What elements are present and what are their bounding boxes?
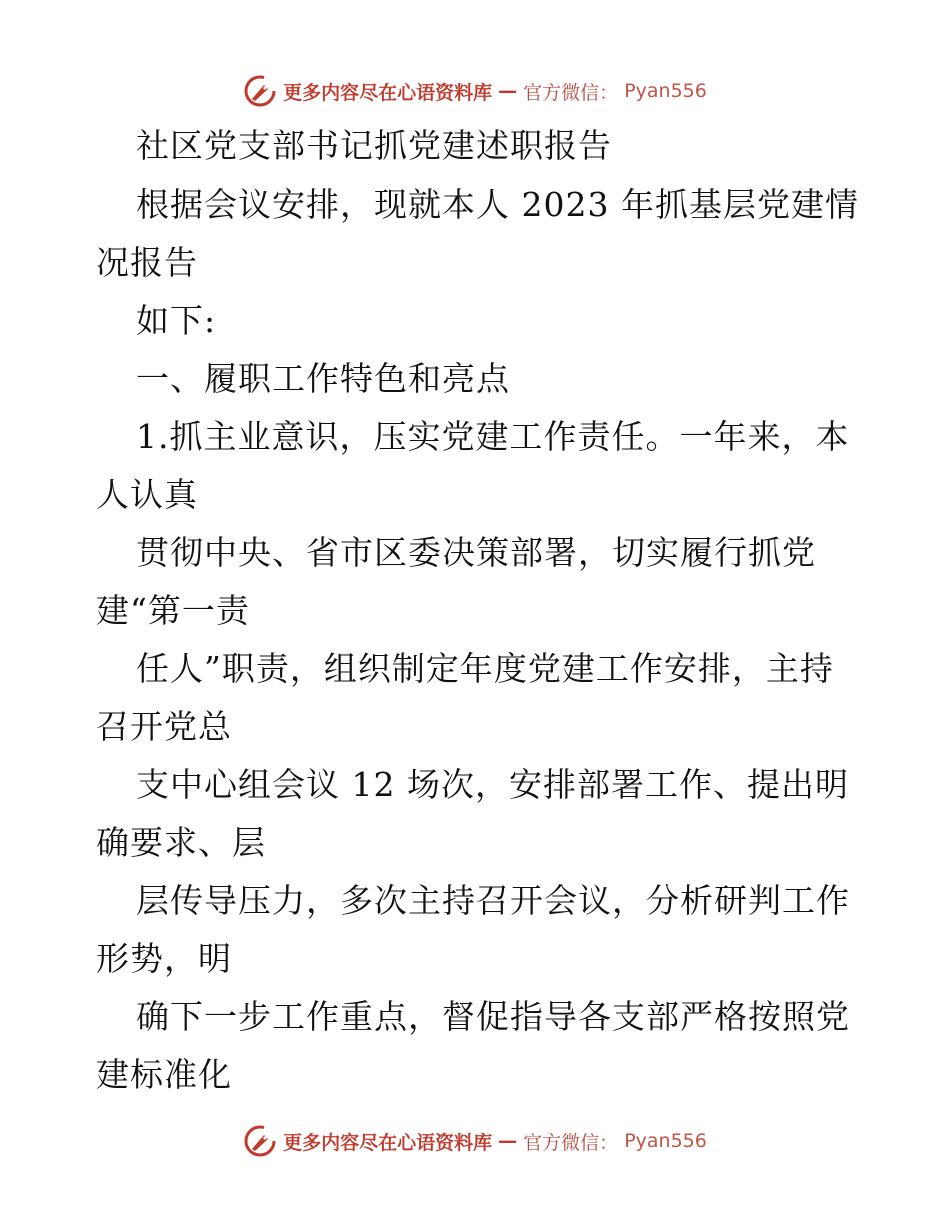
section-heading: 一、履职工作特色和亮点 xyxy=(136,359,510,398)
wechat-label: 官方微信： xyxy=(523,81,619,104)
body-line: 况报告 xyxy=(96,243,198,282)
wechat-label: 官方微信： xyxy=(523,1131,619,1154)
document-title: 社区党支部书记抓党建述职报告 xyxy=(136,126,612,165)
body-line: 人认真 xyxy=(96,475,198,514)
footer-banner xyxy=(0,1124,950,1158)
wechat-id: Pyan556 xyxy=(624,1130,707,1152)
pen-nib-logo-icon xyxy=(243,1124,277,1158)
body-line: 根据会议安排，现就本人 2023 年抓基层党建情 xyxy=(136,185,859,224)
banner-text: 更多内容尽在心语资料库 xyxy=(283,81,493,104)
body-line: 形势，明 xyxy=(96,939,232,978)
body-line: 确下一步工作重点，督促指导各支部严格按照党 xyxy=(136,997,850,1036)
body-line: 如下: xyxy=(136,301,217,340)
wechat-id: Pyan556 xyxy=(624,80,707,102)
body-line: 贯彻中央、省市区委决策部署，切实履行抓党 xyxy=(136,533,816,572)
banner-separator: — xyxy=(498,80,518,102)
body-line: 支中心组会议 12 场次，安排部署工作、提出明 xyxy=(136,765,849,804)
body-line: 1.抓主业意识，压实党建工作责任。一年来，本 xyxy=(136,417,850,456)
body-line: 任人”职责，组织制定年度党建工作安排，主持 xyxy=(136,649,834,688)
body-line: 召开党总 xyxy=(96,707,232,746)
body-line: 建标准化 xyxy=(96,1055,232,1094)
pen-nib-logo-icon xyxy=(243,74,277,108)
body-line: 建“第一责 xyxy=(96,591,250,630)
body-line: 层传导压力，多次主持召开会议，分析研判工作 xyxy=(136,881,850,920)
banner-separator: — xyxy=(498,1130,518,1152)
banner-text: 更多内容尽在心语资料库 xyxy=(283,1131,493,1154)
body-line: 确要求、层 xyxy=(96,823,266,862)
header-banner xyxy=(0,74,950,108)
